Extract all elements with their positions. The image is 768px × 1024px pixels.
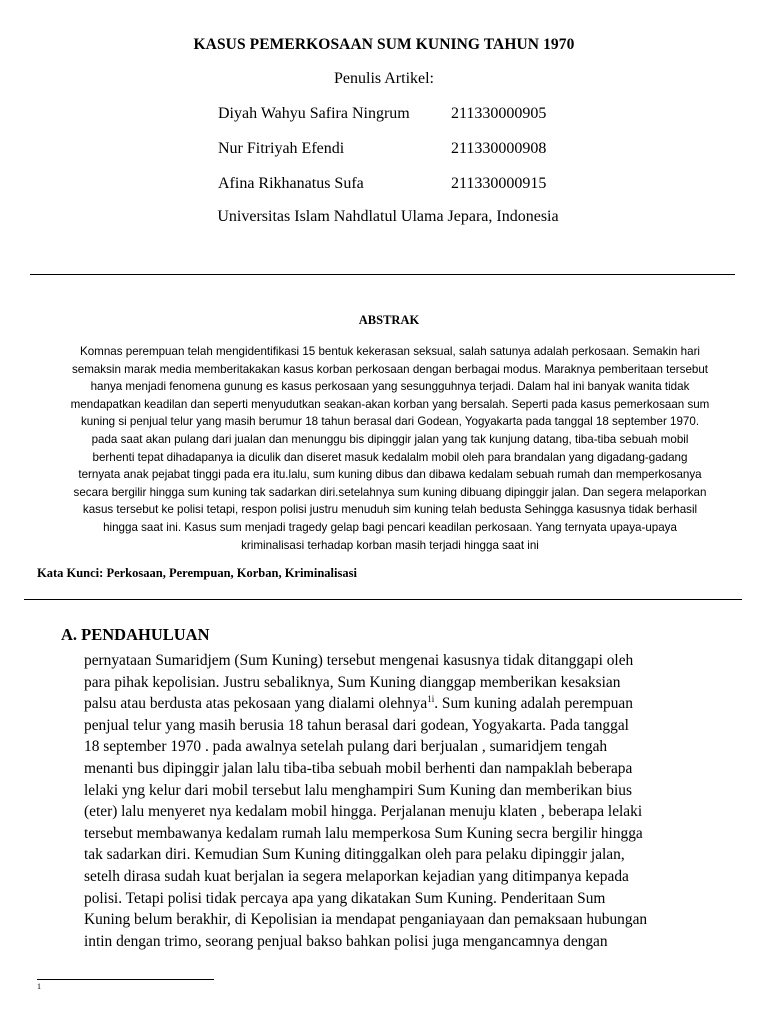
- body-text-segment: . Sum kuning adalah perempuan: [434, 695, 633, 713]
- abstract-body: [38, 343, 742, 554]
- section-heading: A. PENDAHULUAN: [61, 625, 210, 644]
- body-line: pernyataan Sumaridjem (Sum Kuning) tersebut mengenai kasusnya tidak ditanggapi oleh: [84, 652, 634, 669]
- abstract-line: secara bergilir hingga sum kuning tak sadarkan diri.setelahnya sum kuning dibuang dipinggir jalan. Dan segera melaporkan: [73, 485, 707, 499]
- keywords: Kata Kunci: Perkosaan, Perempuan, Korban, Kriminalisasi: [37, 566, 357, 580]
- author-row: [218, 105, 546, 123]
- author-name: Afina Rikhanatus Sufa: [218, 175, 364, 192]
- university-affiliation: Universitas Islam Nahdlatul Ulama Jepara, Indonesia: [217, 208, 559, 225]
- abstract-line: Komnas perempuan telah mengidentifikasi 15 bentuk kekerasan seksual, salah satunya adalah perkosaan. Semakin hari: [80, 345, 700, 358]
- section-body: [84, 650, 744, 952]
- article-title: KASUS PEMERKOSAAN SUM KUNING TAHUN 1970: [193, 36, 575, 53]
- author-name: Nur Fitriyah Efendi: [218, 140, 345, 157]
- footnote-reference[interactable]: 1i: [427, 694, 435, 705]
- author-name: Diyah Wahyu Safira Ningrum: [218, 105, 410, 122]
- body-line: (eter) lalu menyeret nya kedalam mobil hingga. Perjalanan menuju klaten , beberapa lelaki: [84, 803, 643, 821]
- abstract-heading: ABSTRAK: [358, 313, 420, 327]
- author-nim: 211330000905: [451, 105, 547, 122]
- body-line: tersebut membawanya kedalam rumah lalu memperkosa Sum Kuning secra bergilir hingga: [84, 824, 643, 842]
- abstract-divider: [24, 599, 742, 600]
- body-line: penjual telur yang masih berusia 18 tahun berasal dari godean, Yogyakarta. Pada tanggal: [84, 716, 629, 734]
- body-line: lelaki yng kelur dari mobil tersebut lalu menghampiri Sum Kuning dan memberikan bius: [84, 781, 632, 799]
- abstract-line: hanya menjadi fenomena gunung es kasus perkosaan yang sesungguhnya terjadi. Dalam hal ini banyak wanita tidak: [90, 380, 690, 394]
- abstract-line: mendapatkan keadilan dan seperti menyudutkan seakan-akan korban yang bersalah. Seperti pada kasus pemerkosaan sum: [70, 397, 710, 411]
- body-line: setelh dirasa sudah kuat berjalan ia segera melaporkan kejadian yang ditimpanya kepada: [84, 867, 629, 885]
- footnote-divider: [37, 979, 214, 980]
- abstract-line: kuning si penjual telur yang masih berumur 18 tahun berasal dari Godean, Yogyakarta pada tanggal 18 september 1970.: [80, 415, 700, 429]
- body-line-with-footnote: [84, 693, 744, 715]
- body-line: 18 september 1970 . pada awalnya setelah pulang dari berjualan , sumaridjem tengah: [84, 738, 608, 756]
- body-text-segment: palsu atau berdusta atas pekosaan yang dialami olehnya: [84, 695, 428, 713]
- abstract-line: ternyata anak pejabat tinggi pada era itu.lalu, sum kuning dibus dan dibawa kedalam sebuah rumah dan memperkosanya: [78, 468, 702, 482]
- body-line: para pihak kepolisian. Justru sebaliknya, Sum Kuning dianggap memberikan kesaksian: [84, 673, 621, 691]
- body-line: tak sadarkan diri. Kemudian Sum Kuning ditinggalkan oleh para pelaku dipinggir jalan,: [84, 846, 625, 864]
- author-nim: 211330000908: [451, 140, 547, 157]
- abstract-line: pada saat akan pulang dari jualan dan menunggu bis dipinggir jalan yang tak kunjung datang, tiba-tiba sebuah mobil: [91, 432, 689, 446]
- header-divider: [30, 274, 735, 275]
- body-line: menanti bus dipinggir jalan lalu tiba-tiba sebuah mobil berhenti dan nampaklah beberapa: [84, 759, 633, 777]
- abstract-line: berhenti tepat dihadapanya ia diculik dan diseret masuk kedalalm mobil oleh para brandalan yang digadang-gadang: [92, 450, 688, 464]
- footnote-number: 1: [37, 982, 41, 991]
- author-row: [218, 175, 546, 193]
- abstract-line: kasus tersebut ke polisi tetapi, respon polisi justru menuduh sim kuning telah bedusta Sehingga kasusnya tidak berhasil: [82, 503, 698, 517]
- author-row: [218, 140, 546, 158]
- abstract-line: semaksin marak media memberitakakan kasus korban perkosaan dengan berbagai modus. Maraknya pemberitaan tersebut: [71, 362, 709, 376]
- body-line: Kuning belum berakhir, di Kepolisian ia mendapat penganiayaan dan pemaksaan hubungan: [84, 911, 648, 929]
- author-nim: 211330000915: [451, 175, 547, 192]
- body-line: polisi. Tetapi polisi tidak percaya apa yang dikatakan Sum Kuning. Penderitaan Sum: [84, 889, 606, 907]
- abstract-line: kriminalisasi terhadap korban masih terjadi hingga saat ini: [241, 538, 539, 552]
- author-section-label: Penulis Artikel:: [334, 70, 434, 87]
- abstract-line: hingga saat ini. Kasus sum menjadi tragedy gelap bagi pencari keadilan perkosaan. Yang ternyata upaya-upaya: [103, 520, 677, 534]
- body-line: intin dengan trimo, seorang penjual bakso bahkan polisi juga mengancamnya dengan: [84, 932, 608, 950]
